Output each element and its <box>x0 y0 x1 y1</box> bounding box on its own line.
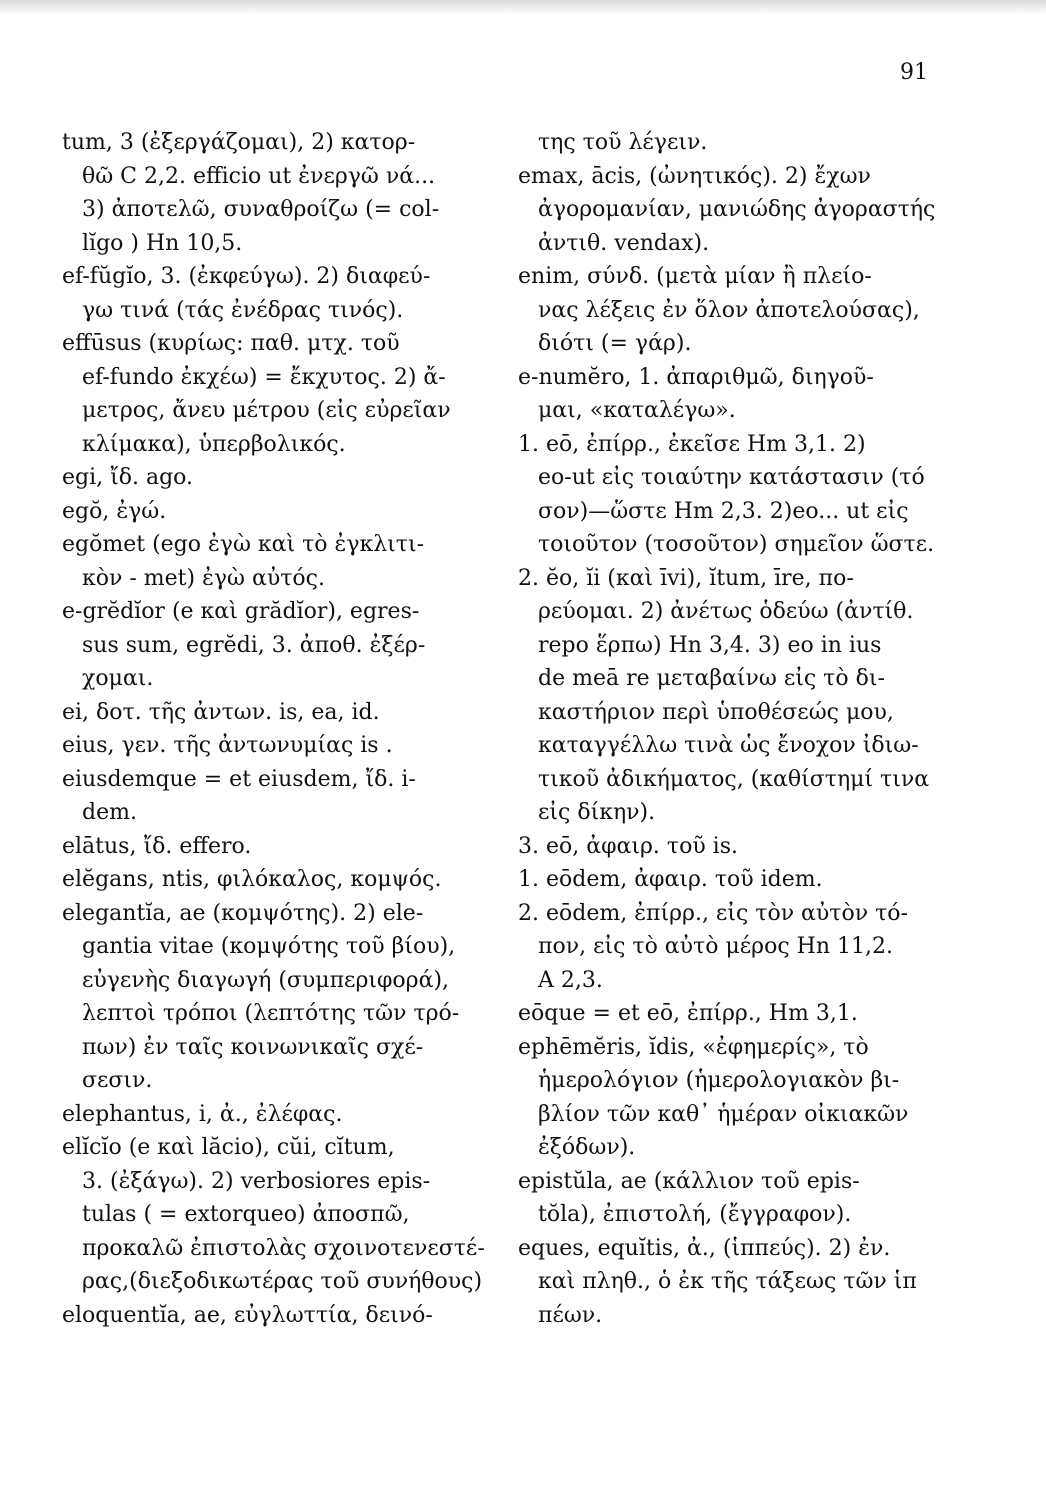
dictionary-line: epistŭla, ae (κάλλιον τοῦ epis- <box>518 1168 860 1194</box>
dictionary-line: 1. eōdem, ἀφαιρ. τοῦ idem. <box>518 867 823 892</box>
dictionary-line: elātus, ἴδ. effero. <box>62 833 252 859</box>
dictionary-line: de meā re μεταβαίνω εἰς τὸ δι- <box>538 666 885 691</box>
dictionary-line: enim, σύνδ. (μετὰ μίαν ἢ πλείο- <box>518 264 872 289</box>
dictionary-line: lĭgo ) Hn 10,5. <box>82 230 243 256</box>
dictionary-line: γω τινά (τάς ἐνέδρας τινός). <box>82 297 404 323</box>
right-column <box>518 126 958 1332</box>
dictionary-line: ef-fŭgĭo, 3. (ἐκφεύγω). 2) διαφεύ- <box>62 264 431 289</box>
dictionary-line: elĭcĭo (e καὶ lăcio), cŭi, cĭtum, <box>62 1135 395 1160</box>
dictionary-line: e-grĕdĭor (e καὶ grădĭor), egres- <box>62 599 420 624</box>
dictionary-line: 3) ἀποτελῶ, συναθροίζω (= col- <box>82 197 440 222</box>
dictionary-line: πον, εἰς τὸ αὐτὸ μέρος Hn 11,2. <box>538 934 893 959</box>
dictionary-line: egŏ, ἐγώ. <box>62 498 167 524</box>
dictionary-line: elegantĭa, ae (κομψότης). 2) ele- <box>62 900 424 926</box>
dictionary-line: eo-ut εἰς τοιαύτην κατάστασιν (τό <box>538 465 925 490</box>
dictionary-line: e-numĕro, 1. ἀπαριθμῶ, διηγοῦ- <box>518 364 874 390</box>
dictionary-line: καὶ πληθ., ὁ ἐκ τῆς τάξεως τῶν ἱπ <box>538 1269 917 1294</box>
dictionary-line: θῶ C 2,2. efficio ut ἐνεργῶ νά... <box>82 163 436 189</box>
dictionary-line: κὸν - met) ἐγὼ αὐτός. <box>82 565 325 591</box>
dictionary-line: tum, 3 (ἐξεργάζομαι), 2) κατορ- <box>62 130 416 155</box>
dictionary-line: χομαι. <box>82 666 154 691</box>
dictionary-line: τικοῦ ἀδικήματος, (καθίστημί τινα <box>538 766 930 792</box>
dictionary-line: egŏmet (ego ἐγὼ καὶ τὸ ἐγκλιτι- <box>62 532 425 557</box>
dictionary-line: 2. ĕo, ĭi (καὶ īvi), ĭtum, īre, πο- <box>518 565 854 591</box>
dictionary-line: νας λέξεις ἐν ὅλον ἀποτελούσας), <box>538 297 920 323</box>
dictionary-line: εἰς δίκην). <box>538 800 656 825</box>
dictionary-line: 1. eō, ἐπίρρ., ἐκεῖσε Hm 3,1. 2) <box>518 431 866 457</box>
dictionary-line: εὐγενὴς διαγωγή (συμπεριφορά), <box>82 967 450 993</box>
dictionary-line: eloquentĭa, ae, εὐγλωττία, δεινό- <box>62 1302 433 1328</box>
dictionary-line: λεπτοὶ τρόποι (λεπτότης τῶν τρό- <box>82 1001 460 1026</box>
dictionary-line: ἀγορομανίαν, μανιώδης ἀγοραστής <box>538 197 936 222</box>
dictionary-line: σον)—ὥστε Hm 2,3. 2)eo... ut εἰς <box>538 498 909 524</box>
left-column <box>62 126 510 1332</box>
dictionary-line: A 2,3. <box>538 967 603 993</box>
dictionary-line: ἡμερολόγιον (ἡμερολογιακὸν βι- <box>538 1068 900 1093</box>
dictionary-line: tulas ( = extorqueo) ἀποσπῶ, <box>82 1202 410 1227</box>
dictionary-line: ἀντιθ. vendax). <box>538 230 710 256</box>
dictionary-line: διότι (= γάρ). <box>538 331 692 356</box>
dictionary-line: emax, ācis, (ὠνητικός). 2) ἔχων <box>518 163 871 189</box>
dictionary-line: tŏla), ἐπιστολή, (ἔγγραφον). <box>538 1202 852 1227</box>
dictionary-line: eques, equĭtis, ἀ., (ἱππεύς). 2) ἐν. <box>518 1235 891 1261</box>
dictionary-line: egi, ἴδ. ago. <box>62 465 194 490</box>
dictionary-line: βλίον τῶν καθ᾿ ἡμέραν οἰκιακῶν <box>538 1101 909 1127</box>
dictionary-line: σεσιν. <box>82 1068 153 1093</box>
dictionary-line: eōque = et eō, ἐπίρρ., Hm 3,1. <box>518 1001 858 1026</box>
dictionary-line: ἐξόδων). <box>538 1135 636 1160</box>
dictionary-line: gantia vitae (κομψότης τοῦ βίου), <box>82 934 456 959</box>
dictionary-line: eiusdemque = et eiusdem, ἴδ. i- <box>62 766 416 792</box>
dictionary-line: eius, γεν. τῆς ἀντωνυμίας is . <box>62 733 393 758</box>
dictionary-line: ρας,(διεξοδικωτέρας τοῦ συνήθους) <box>82 1269 483 1294</box>
dictionary-line: 3. eō, ἀφαιρ. τοῦ is. <box>518 833 738 859</box>
dictionary-line: πέων. <box>538 1302 603 1328</box>
dictionary-line: repo ἕρπω) Hn 3,4. 3) eo in ius <box>538 632 882 658</box>
dictionary-line: κλίμακα), ὑπερβολικός. <box>82 431 346 457</box>
dictionary-line: sus sum, egrĕdi, 3. ἀποθ. ἐξέρ- <box>82 632 426 658</box>
dictionary-line: τοιοῦτον (τοσοῦτον) σημεῖον ὥστε. <box>538 532 935 557</box>
dictionary-line: προκαλῶ ἐπιστολὰς σχοινοτενεστέ- <box>82 1235 485 1261</box>
dictionary-line: effūsus (κυρίως: παθ. μτχ. τοῦ <box>62 331 400 356</box>
page-top-shadow <box>0 0 1046 14</box>
page-number: 91 <box>900 60 928 85</box>
dictionary-line: elephantus, i, ἀ., ἐλέφας. <box>62 1101 343 1127</box>
dictionary-line: dem. <box>82 800 137 825</box>
dictionary-line: ephēmĕris, ĭdis, «ἐφημερίς», τὸ <box>518 1034 869 1060</box>
dictionary-line: της τοῦ λέγειν. <box>538 130 708 155</box>
dictionary-line: καστήριον περὶ ὑποθέσεώς μου, <box>538 699 894 725</box>
dictionary-line: ef-fundo ἐκχέω) = ἔκχυτος. 2) ἄ- <box>82 364 446 390</box>
dictionary-line: μετρος, ἄνευ μέτρου (εἰς εὐρεῖαν <box>82 398 451 423</box>
dictionary-line: 2. eōdem, ἐπίρρ., εἰς τὸν αὐτὸν τό- <box>518 900 908 926</box>
dictionary-line: 3. (ἐξάγω). 2) verbosiores epis- <box>82 1168 431 1194</box>
dictionary-line: ρεύομαι. 2) ἀνέτως ὁδεύω (ἀντίθ. <box>538 599 914 624</box>
dictionary-line: πων) ἐν ταῖς κοινωνικαῖς σχέ- <box>82 1034 424 1060</box>
dictionary-line: καταγγέλλω τινὰ ὡς ἔνοχον ἰδιω- <box>538 733 919 758</box>
dictionary-line: elĕgans, ntis, φιλόκαλος, κομψός. <box>62 867 442 892</box>
dictionary-line: μαι, «καταλέγω». <box>538 398 736 423</box>
dictionary-line: ei, δοτ. τῆς ἀντων. is, ea, id. <box>62 699 380 725</box>
